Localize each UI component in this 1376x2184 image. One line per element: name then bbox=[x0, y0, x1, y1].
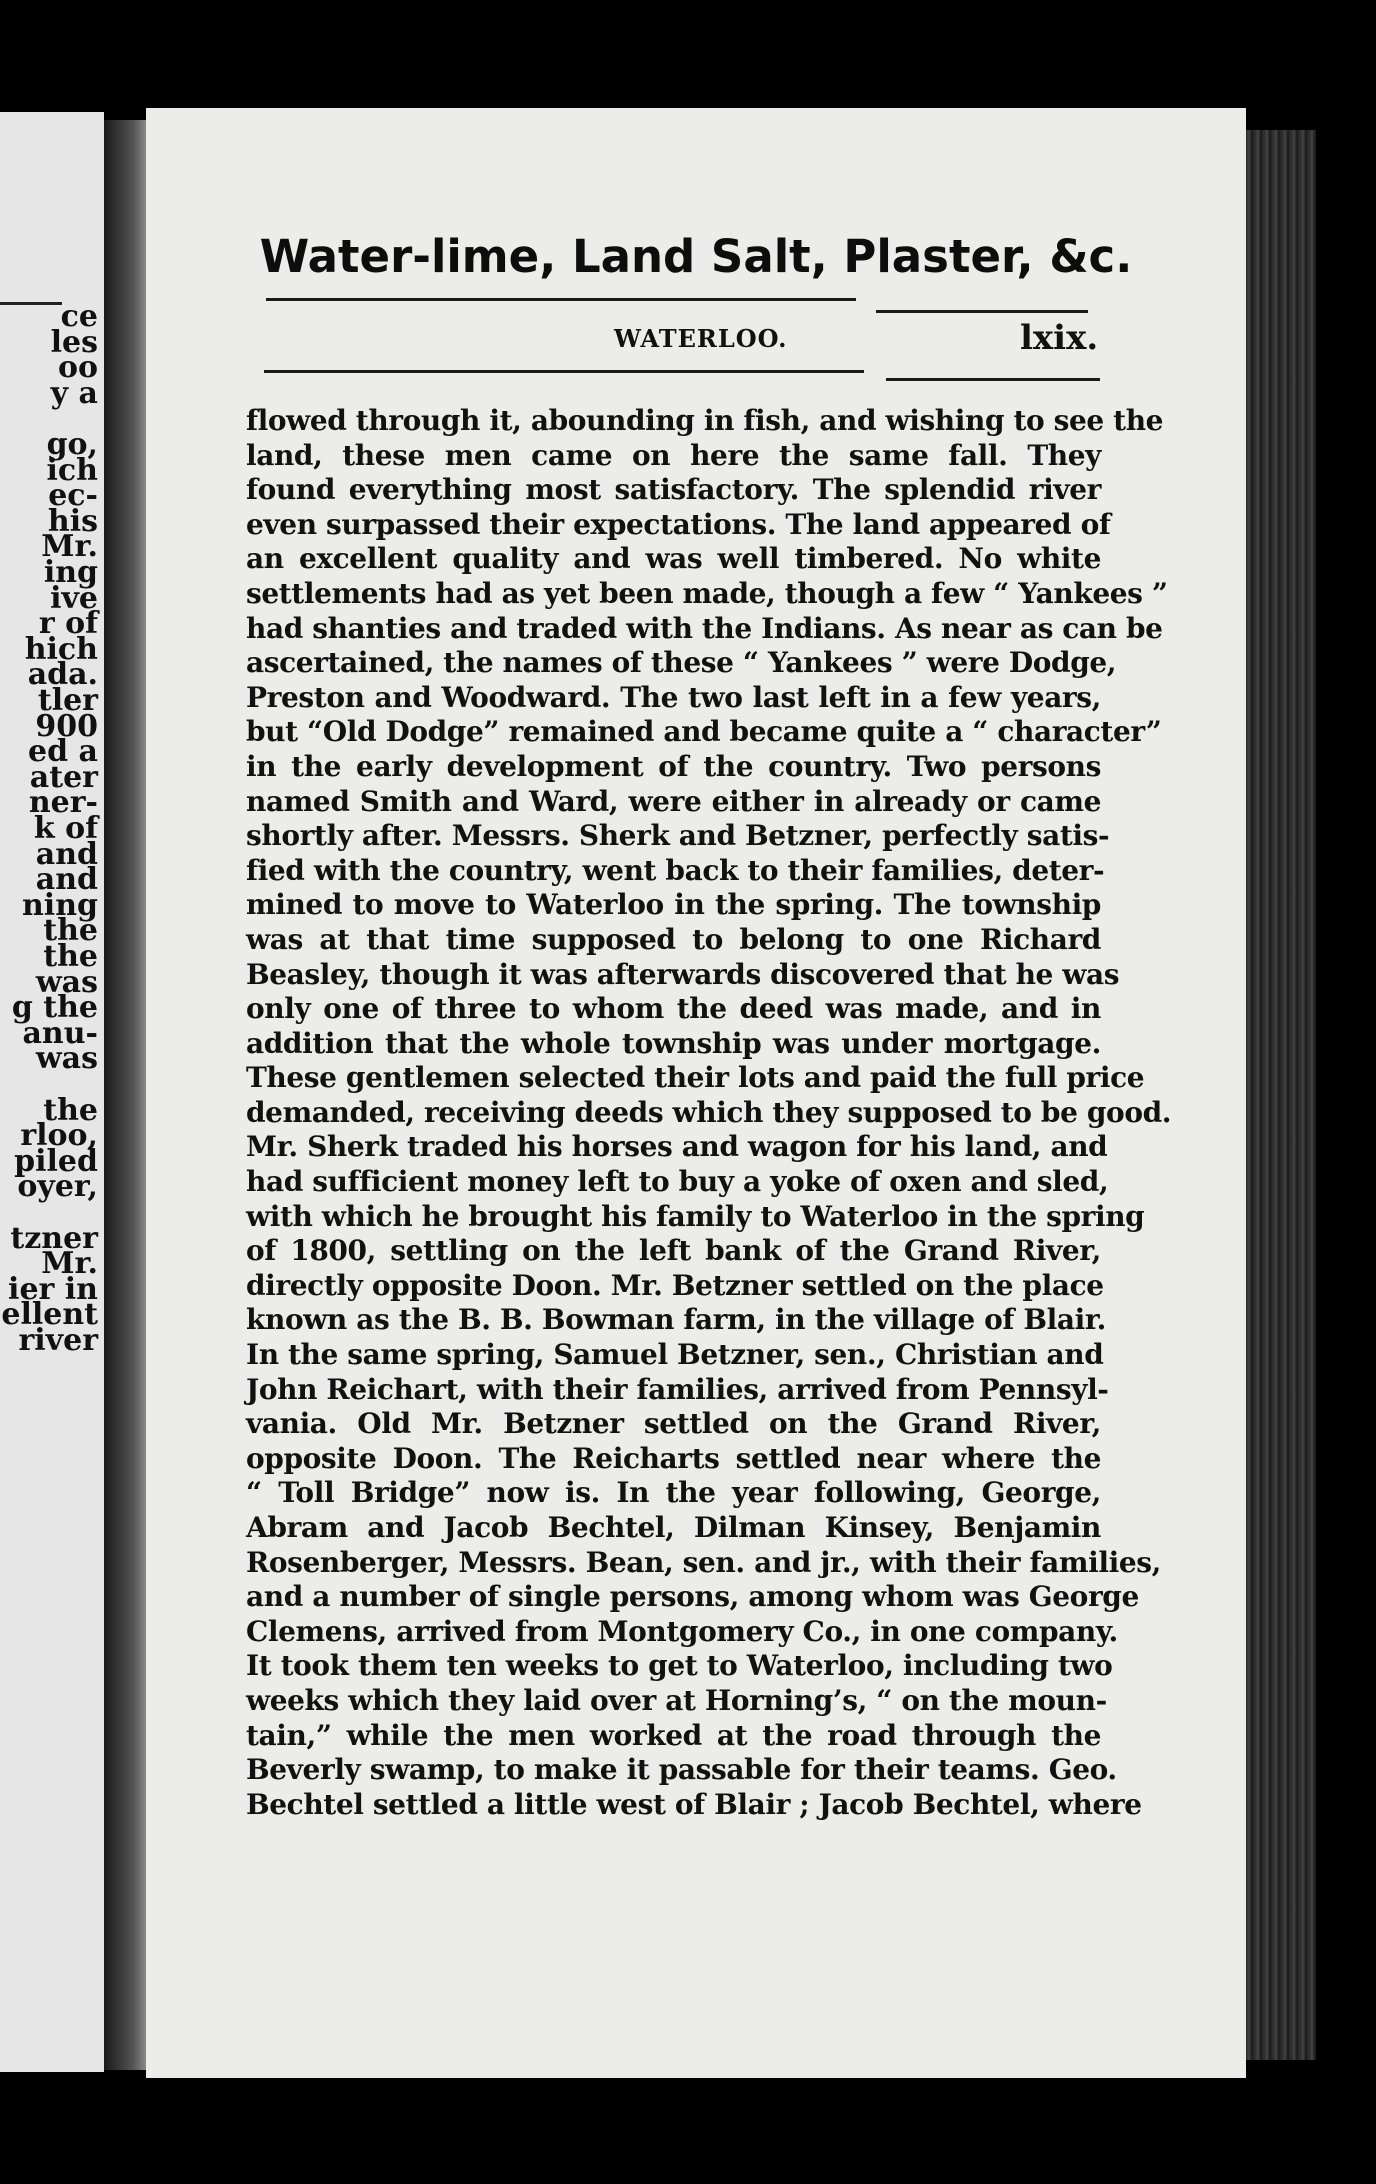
facing-page-line: the bbox=[43, 939, 98, 974]
text-line: John Reichart, with their families, arrived from Pennsyl- bbox=[246, 1372, 1109, 1406]
facing-page-line: go, bbox=[46, 427, 98, 462]
facing-page-line: ing bbox=[43, 555, 98, 590]
facing-page-line: rloo, bbox=[20, 1118, 98, 1154]
text-line: named Smith and Ward, were either in already or came bbox=[246, 784, 1101, 818]
facing-page-line: hich bbox=[24, 631, 98, 667]
text-line: “ Toll Bridge” now is. In the year following, George, bbox=[246, 1476, 1101, 1510]
facing-page-line: k of bbox=[33, 811, 98, 846]
facing-page-line: 900 bbox=[35, 708, 98, 744]
facing-page-line: ater bbox=[29, 759, 98, 795]
text-line: in the early development of the country. Two persons bbox=[246, 749, 1101, 783]
text-line: Abram and Jacob Bechtel, Dilman Kinsey, Benjamin bbox=[246, 1511, 1101, 1544]
facing-page-line: and bbox=[35, 862, 98, 898]
facing-page-line: oyer, bbox=[17, 1169, 98, 1205]
text-line: weeks which they laid over at Horning’s, “ on the moun- bbox=[246, 1683, 1107, 1717]
text-line: Beasley, though it was afterwards discovered that he was bbox=[246, 957, 1120, 991]
running-head: Water-lime, Land Salt, Plaster, &c. bbox=[259, 230, 1133, 283]
text-line: directly opposite Doon. Mr. Betzner settled on the place bbox=[246, 1268, 1104, 1302]
text-line: had sufficient money left to buy a yoke of oxen and sled, bbox=[246, 1165, 1109, 1199]
text-line: land, these men came on here the same fall. They bbox=[246, 438, 1101, 472]
facing-page-fragment bbox=[0, 112, 104, 2072]
text-line: only one of three to whom the deed was made, and in bbox=[246, 992, 1101, 1026]
facing-page-line: piled bbox=[14, 1143, 98, 1179]
text-line: mined to move to Waterloo in the spring. The township bbox=[246, 888, 1101, 922]
text-line: Beverly swamp, to make it passable for their teams. Geo. bbox=[246, 1753, 1117, 1787]
facing-page-line: river bbox=[18, 1323, 98, 1358]
text-line: Bechtel settled a little west of Blair ; Jacob Bechtel, where bbox=[246, 1787, 1142, 1821]
head-rule-right bbox=[876, 310, 1088, 313]
facing-page-line: the bbox=[43, 1092, 98, 1128]
facing-page-line: ive bbox=[50, 580, 98, 616]
section-title: WATERLOO. bbox=[614, 324, 788, 353]
text-line: even surpassed their expectations. The land appeared of bbox=[246, 507, 1111, 541]
text-line: These gentlemen selected their lots and paid the full price bbox=[246, 1061, 1145, 1095]
facing-page-line: and bbox=[35, 836, 98, 872]
text-line: opposite Doon. The Reicharts settled near where the bbox=[246, 1441, 1101, 1475]
head-rule-left bbox=[266, 298, 856, 301]
facing-page-line: Mr. bbox=[41, 1246, 98, 1282]
text-line: of 1800, settling on the left bank of the Grand River, bbox=[246, 1234, 1101, 1268]
page-number: lxix. bbox=[1020, 318, 1099, 358]
facing-page-line: ich bbox=[46, 452, 98, 488]
text-line: Rosenberger, Messrs. Bean, sen. and jr., with their families, bbox=[246, 1545, 1161, 1579]
facing-page-line: y a bbox=[50, 375, 98, 411]
text-line: In the same spring, Samuel Betzner, sen., Christian and bbox=[246, 1338, 1104, 1372]
text-line: had shanties and traded with the Indians. As near as can be bbox=[246, 611, 1163, 645]
facing-page-line: ec- bbox=[48, 478, 98, 514]
book-gutter bbox=[104, 120, 146, 2070]
body-text bbox=[246, 404, 1172, 1822]
facing-page-line: ce bbox=[60, 299, 98, 334]
text-line: was at that time supposed to belong to one Richard bbox=[246, 922, 1101, 956]
facing-page-line: the bbox=[43, 913, 98, 949]
text-line: shortly after. Messrs. Sherk and Betzner, perfectly satis- bbox=[246, 819, 1110, 853]
facing-page-line: ner- bbox=[28, 785, 98, 821]
text-line: vania. Old Mr. Betzner settled on the Grand River, bbox=[246, 1407, 1101, 1441]
text-line: Mr. Sherk traded his horses and wagon for his land, and bbox=[246, 1130, 1108, 1164]
text-line: ascertained, the names of these “ Yankees ” were Dodge, bbox=[246, 646, 1117, 680]
facing-page-line: r of bbox=[38, 606, 98, 642]
facing-page-line: g the bbox=[11, 990, 98, 1026]
facing-page-line: tzner bbox=[10, 1220, 98, 1256]
text-line: found everything most satisfactory. The splendid river bbox=[246, 473, 1101, 507]
facing-page-line: ning bbox=[22, 887, 98, 923]
section-rule-left bbox=[264, 370, 864, 373]
text-line: Clemens, arrived from Montgomery Co., in one company. bbox=[246, 1614, 1118, 1648]
facing-page-line: was bbox=[35, 964, 98, 1000]
text-line: with which he brought his family to Waterloo in the spring bbox=[246, 1199, 1145, 1233]
text-line: settlements had as yet been made, though a few “ Yankees ” bbox=[246, 576, 1168, 610]
text-line: tain,” while the men worked at the road through the bbox=[246, 1718, 1101, 1752]
text-line: It took them ten weeks to get to Waterloo, including two bbox=[246, 1649, 1113, 1683]
text-line: Preston and Woodward. The two last left in a few years, bbox=[246, 680, 1101, 714]
facing-page-line: ada. bbox=[27, 657, 98, 693]
facing-page-line: Mr. bbox=[41, 529, 98, 565]
facing-page-line: tler bbox=[37, 683, 98, 718]
text-line: an excellent quality and was well timbered. No white bbox=[246, 542, 1101, 576]
text-line: addition that the whole township was under mortgage. bbox=[246, 1026, 1101, 1060]
facing-page-line: ellent bbox=[1, 1297, 98, 1333]
text-line: fied with the country, went back to their families, deter- bbox=[246, 853, 1105, 887]
text-line: and a number of single persons, among whom was George bbox=[246, 1580, 1139, 1614]
text-line: flowed through it, abounding in fish, and wishing to see the bbox=[246, 404, 1164, 437]
section-rule-right bbox=[886, 378, 1100, 381]
text-line: known as the B. B. Bowman farm, in the village of Blair. bbox=[246, 1303, 1106, 1337]
facing-page-line: ed a bbox=[28, 734, 98, 770]
facing-page-line: ier in bbox=[8, 1271, 98, 1307]
book-page bbox=[146, 108, 1246, 2078]
text-line: demanded, receiving deeds which they supposed to be good. bbox=[246, 1095, 1172, 1129]
facing-page-line: his bbox=[47, 503, 98, 539]
facing-page-line: les bbox=[50, 324, 98, 360]
facing-page-line: anu- bbox=[22, 1015, 98, 1051]
facing-page-line: was bbox=[35, 1041, 98, 1077]
text-line: but “Old Dodge” remained and became quite a “ character” bbox=[246, 715, 1162, 749]
page-edges bbox=[1246, 130, 1316, 2060]
facing-page-line: oo bbox=[57, 350, 98, 386]
